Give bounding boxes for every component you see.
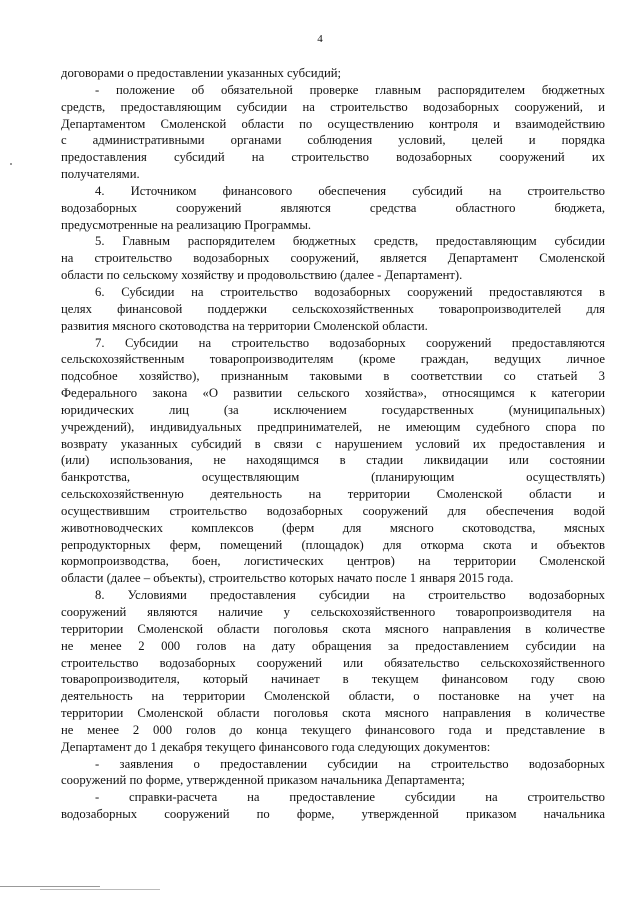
text-line: предоставления субсидий на строительство водозаборных сооружений их	[61, 150, 605, 165]
text-line: 5. Главным распорядителем бюджетных средств, предоставляющим субсидии	[95, 234, 605, 249]
paragraph	[61, 65, 605, 82]
text-line: 8. Условиями предоставления субсидии на строительство водозаборных	[95, 588, 605, 603]
text-line: сельскохозяйственную деятельность на территории Смоленской области и	[61, 487, 605, 502]
text-line: 7. Субсидии на строительство водозаборных сооружений предоставляются	[95, 335, 605, 350]
paragraph	[61, 789, 605, 823]
text-line: 4. Источником финансового обеспечения субсидий на строительство	[95, 183, 605, 198]
footer-rule	[0, 886, 100, 887]
document-body	[61, 65, 605, 823]
text-line: - заявления о предоставлении субсидии на строительство водозаборных	[95, 756, 605, 771]
text-line: не менее 2 000 голов на дату обращения за предоставлением субсидии на	[61, 638, 605, 653]
paragraph	[61, 233, 605, 284]
text-line: области по сельскому хозяйству и продовольствию (далее - Департамент).	[61, 268, 463, 283]
text-line: области (далее – объекты), строительство которых начато после 1 января 2015 года.	[61, 571, 514, 586]
text-line: животноводческих комплексов (ферм для мясного скотоводства, мясных	[61, 520, 605, 535]
text-line: договорами о предоставлении указанных субсидий;	[61, 66, 342, 80]
text-line: развития мясного скотоводства на территории Смоленской области.	[61, 318, 428, 333]
text-line: с административными органами соблюдения условий, целей и порядка	[61, 133, 605, 148]
paragraph	[61, 335, 605, 588]
paragraph	[61, 183, 605, 234]
text-line: репродукторных ферм, помещений (площадок) для откорма скота и объектов	[61, 537, 605, 552]
footer-rule-secondary	[40, 889, 160, 890]
text-line: осуществившим строительство водозаборных сооружений для обеспечения водой	[61, 503, 605, 518]
text-line: средств, предоставляющим субсидии на строительство водозаборных сооружений, и	[61, 99, 605, 114]
text-line: - справки-расчета на предоставление субсидии на строительство	[95, 790, 605, 805]
text-line: юридических лиц (за исключением государственных (муниципальных)	[61, 402, 605, 417]
text-line: целях финансовой поддержки сельскохозяйственных товаропроизводителей для	[61, 301, 605, 316]
text-line: 6. Субсидии на строительство водозаборных сооружений предоставляются в	[95, 284, 605, 299]
text-line: (или) использования, не находящимся в стадии ликвидации или состоянии	[61, 453, 605, 468]
text-line: Департамент до 1 декабря текущего финансового года следующих документов:	[61, 739, 491, 754]
text-line: подсобное хозяйство), признанным таковыми в соответствии со статьей 3	[61, 369, 605, 384]
text-line: на строительство водозаборных сооружений, является Департамент Смоленской	[61, 251, 605, 266]
text-line: водозаборных сооружений по форме, утвержденной приказом начальника	[61, 807, 605, 822]
paragraph	[61, 284, 605, 335]
text-line: сооружений по форме, утвержденной приказом начальника Департамента;	[61, 773, 465, 788]
text-line: деятельность на территории Смоленской области, о постановке на учет на	[61, 689, 605, 704]
paragraph	[61, 756, 605, 790]
text-line: строительство водозаборных сооружений или обязательство сельскохозяйственного	[61, 655, 605, 670]
text-line: получателями.	[61, 167, 140, 182]
text-line: учреждений), индивидуальных предпринимателей, не имеющим судебного спора по	[61, 419, 605, 434]
text-line: товаропроизводителя, который начинает в текущем финансовом году свою	[61, 672, 605, 687]
text-line: сельскохозяйственным товаропроизводителям (кроме граждан, ведущих личное	[61, 352, 605, 367]
text-line: Департаментом Смоленской области по осуществлению контроля и взаимодействию	[61, 116, 605, 131]
text-line: кормопроизводства, боен, логистических центров) на территории Смоленской	[61, 554, 605, 569]
text-line: территории Смоленской области поголовья скота мясного направления в количестве	[61, 621, 605, 636]
text-line: сооружений являются наличие у сельскохозяйственного товаропроизводителя на	[61, 605, 605, 619]
text-line: предусмотренные на реализацию Программы.	[61, 217, 312, 232]
margin-mark	[10, 163, 12, 165]
text-line: банкротства, осуществляющим (планирующим осуществлять)	[61, 470, 605, 485]
text-line: не менее 2 000 голов до конца текущего финансового года и представление в	[61, 722, 605, 737]
text-line: возврату указанных субсидий в связи с нарушением условий их предоставления и	[61, 436, 605, 451]
paragraph	[61, 587, 605, 755]
paragraph	[61, 82, 605, 183]
text-line: водозаборных сооружений являются средства областного бюджета,	[61, 200, 605, 215]
page-number: 4	[317, 33, 323, 45]
text-line: территории Смоленской области поголовья скота мясного направления в количестве	[61, 706, 605, 721]
text-line: - положение об обязательной проверке главным распорядителем бюджетных	[95, 82, 605, 97]
text-line: Федерального закона «О развитии сельского хозяйства», относящимся к категории	[61, 386, 605, 401]
